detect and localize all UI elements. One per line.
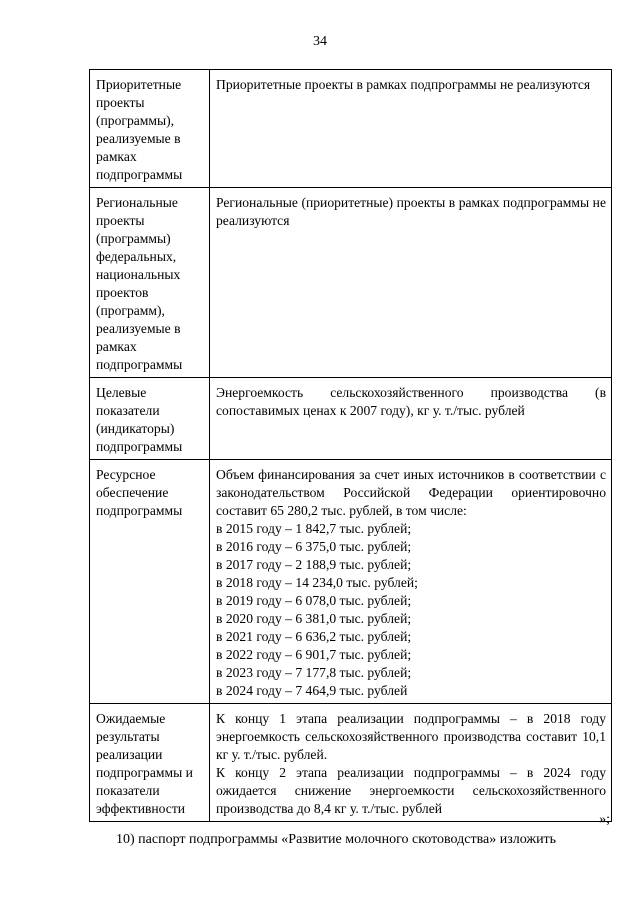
subprogram-passport-table	[89, 69, 612, 822]
row-label-resource-provision: Ресурсное обеспечение подпрограммы	[90, 460, 210, 704]
financing-year-2016: в 2016 году – 6 375,0 тыс. рублей;	[216, 539, 412, 554]
row-content-expected-results	[210, 704, 612, 822]
table-row	[90, 704, 612, 822]
closing-quote-mark: »;	[599, 812, 610, 827]
row-content-resource-provision	[210, 460, 612, 704]
financing-year-2020: в 2020 году – 6 381,0 тыс. рублей;	[216, 611, 412, 626]
table-row	[90, 70, 612, 188]
table-row	[90, 188, 612, 378]
table-row	[90, 460, 612, 704]
financing-year-2023: в 2023 году – 7 177,8 тыс. рублей;	[216, 665, 412, 680]
row-content-target-indicators: Энергоемкость сельскохозяйственного производства (в сопоставимых ценах к 2007 году), кг у. т./тыс. рублей	[210, 378, 612, 460]
expected-results-stage-2: К концу 2 этапа реализации подпрограммы – в 2024 году ожидается снижение энергоемкости сельскохозяйственного производства до 8,4 кг у. т./тыс. рублей	[216, 765, 606, 816]
financing-year-2018: в 2018 году – 14 234,0 тыс. рублей;	[216, 575, 418, 590]
row-label-target-indicators: Целевые показатели (индикаторы) подпрограммы	[90, 378, 210, 460]
table-row	[90, 378, 612, 460]
financing-year-2015: в 2015 году – 1 842,7 тыс. рублей;	[216, 521, 412, 536]
next-paragraph-text: 10) паспорт подпрограммы «Развитие молочного скотоводства» изложить	[116, 832, 557, 847]
row-label-priority-projects: Приоритетные проекты (программы), реализуемые в рамках подпрограммы	[90, 70, 210, 188]
financing-intro: Объем финансирования за счет иных источников в соответствии с законодательством Российской Федерации ориентировочно составит 65 280,2 тыс. рублей, в том числе:	[216, 467, 606, 518]
expected-results-stage-1: К концу 1 этапа реализации подпрограммы – в 2018 году энергоемкость сельскохозяйственного производства составит 10,1 кг у. т./тыс. рублей.	[216, 711, 606, 762]
row-content-priority-projects: Приоритетные проекты в рамках подпрограммы не реализуются	[210, 70, 612, 188]
financing-year-2024: в 2024 году – 7 464,9 тыс. рублей	[216, 683, 408, 698]
page-number: 34	[313, 34, 327, 49]
financing-year-2019: в 2019 году – 6 078,0 тыс. рублей;	[216, 593, 412, 608]
financing-year-2022: в 2022 году – 6 901,7 тыс. рублей;	[216, 647, 412, 662]
row-content-regional-projects: Региональные (приоритетные) проекты в рамках подпрограммы не реализуются	[210, 188, 612, 378]
row-label-expected-results: Ожидаемые результаты реализации подпрограммы и показатели эффективности	[90, 704, 210, 822]
row-label-regional-projects: Региональные проекты (программы) федеральных, национальных проектов (программ), реализуемые в рамках подпрограммы	[90, 188, 210, 378]
financing-year-2021: в 2021 году – 6 636,2 тыс. рублей;	[216, 629, 412, 644]
financing-year-2017: в 2017 году – 2 188,9 тыс. рублей;	[216, 557, 412, 572]
